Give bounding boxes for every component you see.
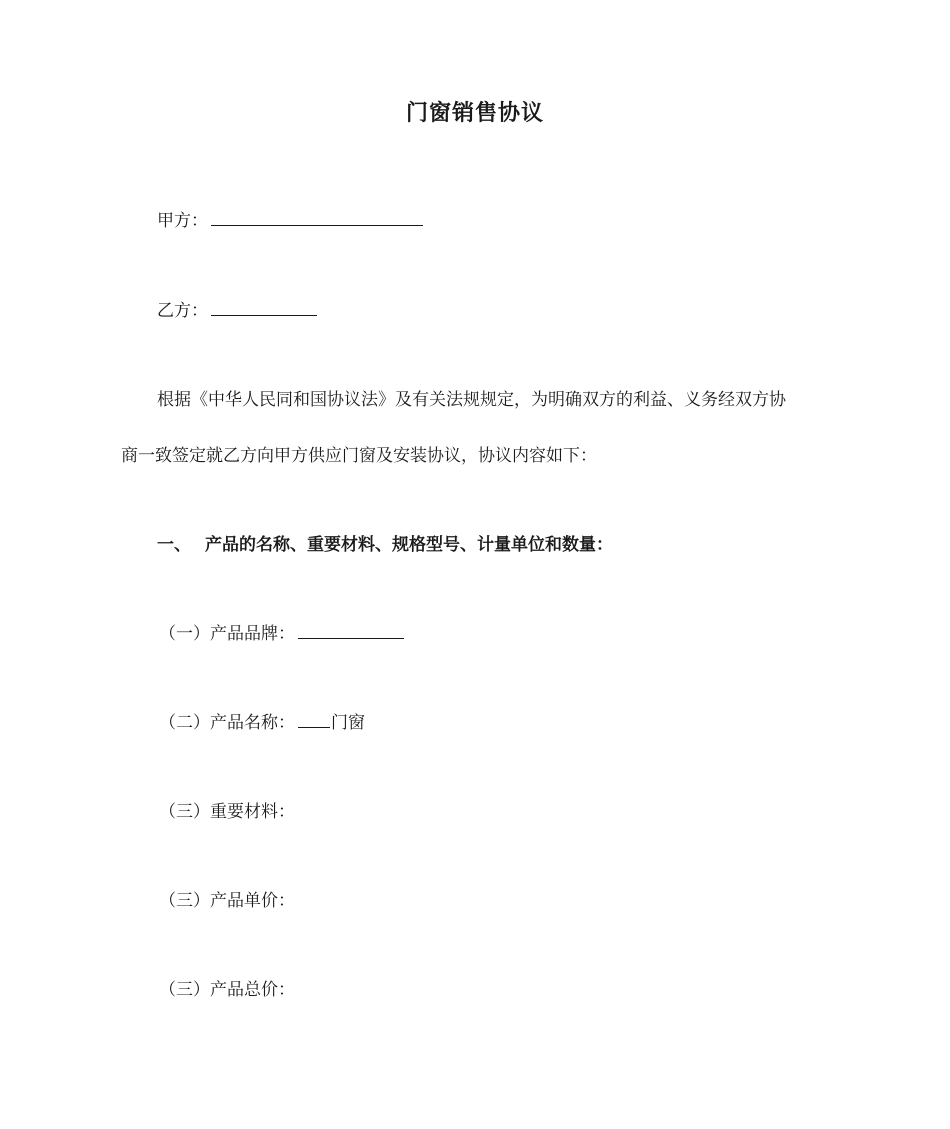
item-name-label: （二）产品名称： — [159, 713, 295, 733]
party-b-label: 乙方： — [157, 301, 208, 321]
item-unit-price — [159, 886, 295, 911]
section-1-heading — [157, 530, 613, 555]
item-name-suffix: 门窗 — [331, 713, 365, 733]
item-total-price-label: （三）产品总价： — [159, 980, 295, 1000]
item-name — [159, 708, 365, 733]
item-material — [159, 797, 295, 822]
party-a-line — [157, 206, 423, 231]
item-brand — [159, 619, 404, 644]
document-title: 门窗销售协议 — [405, 101, 544, 126]
item-brand-blank — [298, 620, 404, 639]
preamble-line-2: 商一致签定就乙方向甲方供应门窗及安装协议，协议内容如下： — [121, 446, 597, 466]
section-1-number: 一、 — [157, 535, 191, 555]
party-a-label: 甲方： — [157, 211, 208, 231]
item-total-price — [159, 975, 295, 1000]
preamble-line-1: 根据《中华人民同和国协议法》及有关法规规定，为明确双方的利益、义务经双方协 — [157, 390, 786, 410]
party-a-blank — [211, 207, 423, 226]
item-unit-price-label: （三）产品单价： — [159, 891, 295, 911]
item-brand-label: （一）产品品牌： — [159, 624, 295, 644]
item-material-label: （三）重要材料： — [159, 802, 295, 822]
party-b-blank — [211, 297, 317, 316]
section-1-title: 产品的名称、重要材料、规格型号、计量单位和数量： — [205, 535, 613, 555]
party-b-line — [157, 296, 317, 321]
item-name-blank — [298, 709, 330, 728]
